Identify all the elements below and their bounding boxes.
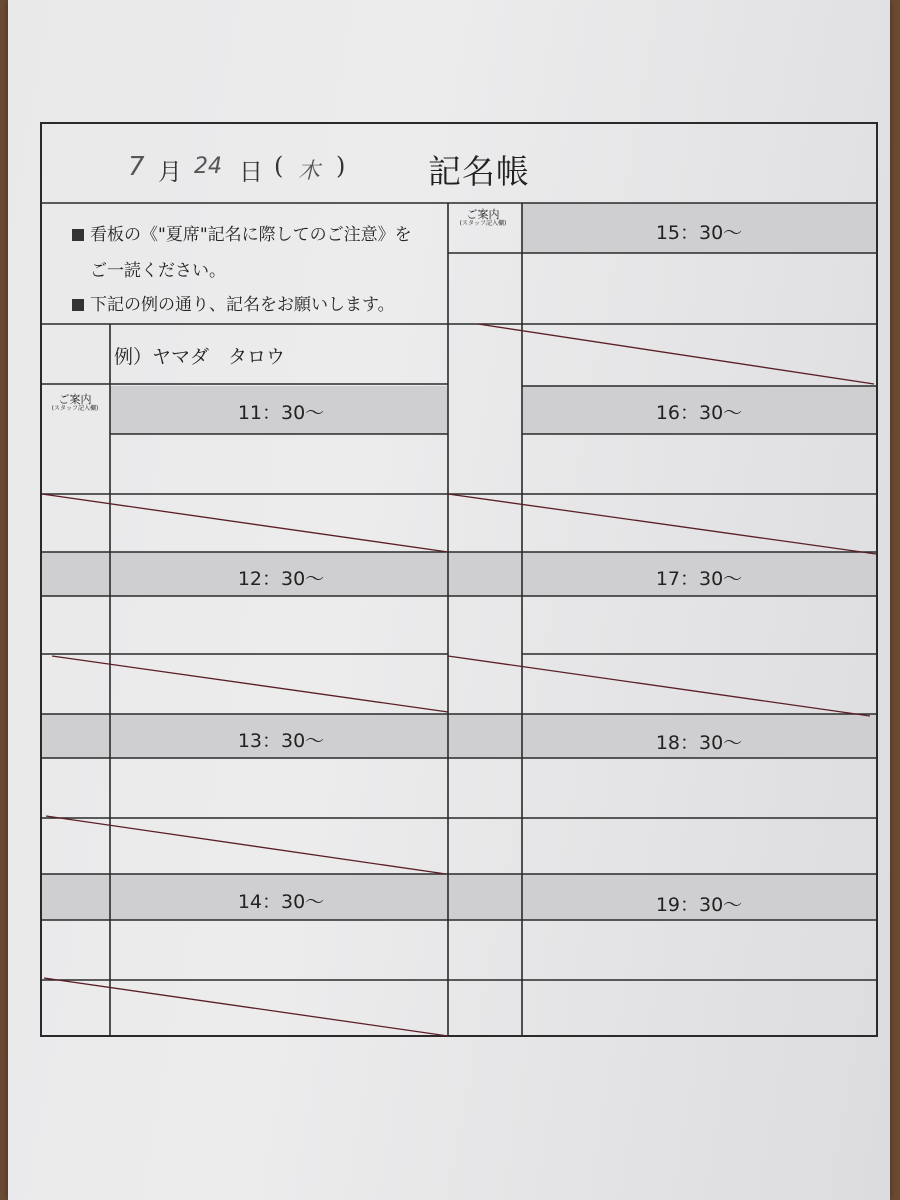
time-slot-1330: 13：30〜 xyxy=(237,730,325,752)
date-month: 7 xyxy=(128,152,145,182)
paper-sheet xyxy=(8,0,890,1200)
example-name: 例）ヤマダ タロウ xyxy=(114,346,286,368)
square-bullet-icon xyxy=(72,229,84,241)
time-slot-1530: 15：30〜 xyxy=(655,222,743,244)
time-slot-1630: 16：30〜 xyxy=(655,402,743,424)
date-month-unit: 月 xyxy=(158,158,182,186)
time-slot-1230: 12：30〜 xyxy=(237,568,325,590)
guide-sublabel-text: (スタッフ記入欄) xyxy=(459,220,507,227)
band-mid-3 xyxy=(448,714,522,758)
note-1-text: 看板の《"夏席"記名に際してのご注意》を xyxy=(90,225,412,245)
time-slot-1130: 11：30〜 xyxy=(237,402,325,424)
time-slot-1930: 19：30〜 xyxy=(655,894,743,916)
guide-sublabel-text: (スタッフ記入欄) xyxy=(51,405,99,412)
guide-label-text: ご案内 xyxy=(466,208,500,221)
paren-open: ( xyxy=(274,152,284,180)
note-3 xyxy=(72,290,395,315)
guide-label-text: ご案内 xyxy=(58,393,92,406)
paren-close: ) xyxy=(336,152,346,180)
signup-form xyxy=(40,122,878,1038)
time-slot-1730: 17：30〜 xyxy=(655,568,743,590)
note-2: ご一読ください。 xyxy=(90,261,226,281)
band-mid-2 xyxy=(448,552,522,596)
square-bullet-icon xyxy=(72,299,84,311)
band-mid-4 xyxy=(448,874,522,920)
date-weekday: 木 xyxy=(298,159,321,184)
note-1 xyxy=(72,220,412,245)
note-3-text: 下記の例の通り、記名をお願いします。 xyxy=(90,295,395,315)
date-day: 24 xyxy=(194,154,222,179)
page-title: 記名帳 xyxy=(428,152,530,191)
date-day-unit: 日 xyxy=(239,158,263,186)
guide-label-right xyxy=(450,209,516,227)
guide-label-left xyxy=(42,394,108,412)
time-slot-1430: 14：30〜 xyxy=(237,891,325,913)
time-slot-1830: 18：30〜 xyxy=(655,732,743,754)
